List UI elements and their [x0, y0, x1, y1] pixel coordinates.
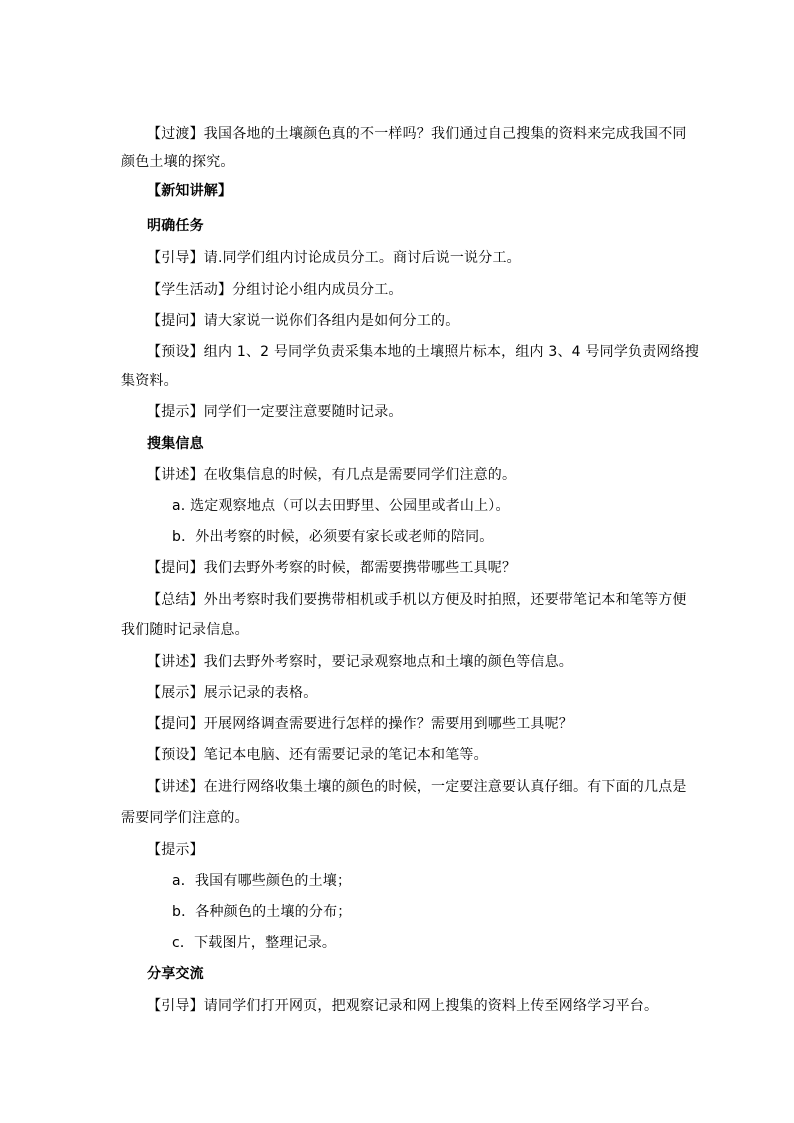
paragraph-question-tools: 【提问】我们去野外考察的时候，都需要携带哪些工具呢？ — [147, 560, 517, 576]
section-heading-new-knowledge: 【新知讲解】 — [147, 183, 233, 199]
list-item-tip-c: c．下载图片，整理记录。 — [172, 935, 337, 951]
paragraph-tip-heading: 【提示】 — [147, 842, 204, 858]
subheading-collect-info: 搜集信息 — [147, 436, 204, 452]
subheading-share: 分享交流 — [147, 966, 204, 982]
list-item-tip-b: b．各种颜色的土壤的分布； — [172, 904, 352, 920]
paragraph-question-network: 【提问】开展网络调查需要进行怎样的操作？需要用到哪些工具呢？ — [147, 716, 573, 732]
list-item-b: b．外出考察的时候，必须要有家长或老师的陪同。 — [172, 529, 494, 545]
list-item-a: a. 选定观察地点（可以去田野里、公园里或者山上）。 — [172, 498, 510, 514]
paragraph-summary-cont: 我们随时记录信息。 — [121, 622, 249, 638]
paragraph-transition: 【过渡】我国各地的土壤颜色真的不一样吗？我们通过自己搜集的资料来完成我国不同 — [147, 126, 687, 142]
paragraph-student-activity: 【学生活动】分组讨论小组内成员分工。 — [147, 282, 403, 298]
paragraph-guide: 【引导】请.同学们组内讨论成员分工。商讨后说一说分工。 — [147, 250, 521, 266]
paragraph-transition-cont: 颜色土壤的探究。 — [121, 154, 235, 170]
paragraph-narrate: 【讲述】在收集信息的时候，有几点是需要同学们注意的。 — [147, 467, 517, 483]
paragraph-narrate-network: 【讲述】在进行网络收集土壤的颜色的时候，一定要注意要认真仔细。有下面的几点是 — [147, 779, 687, 795]
paragraph-narrate-network-cont: 需要同学们注意的。 — [121, 810, 249, 826]
paragraph-preset: 【预设】组内 1、2 号同学负责采集本地的土壤照片标本，组内 3、4 号同学负责网络搜 — [147, 344, 700, 360]
paragraph-show: 【展示】展示记录的表格。 — [147, 685, 318, 701]
paragraph-tip: 【提示】同学们一定要注意要随时记录。 — [147, 404, 403, 420]
paragraph-question: 【提问】请大家说一说你们各组内是如何分工的。 — [147, 313, 460, 329]
subheading-clarify-task: 明确任务 — [147, 218, 204, 234]
paragraph-summary: 【总结】外出考察时我们要携带相机或手机以方便及时拍照，还要带笔记本和笔等方便 — [147, 592, 687, 608]
list-item-tip-a: a．我国有哪些颜色的土壤； — [172, 873, 352, 889]
paragraph-preset-tools: 【预设】笔记本电脑、还有需要记录的笔记本和笔等。 — [147, 747, 488, 763]
paragraph-narrate-record: 【讲述】我们去野外考察时，要记录观察地点和土壤的颜色等信息。 — [147, 654, 573, 670]
paragraph-guide-upload: 【引导】请同学们打开网页，把观察记录和网上搜集的资料上传至网络学习平台。 — [147, 998, 659, 1014]
paragraph-preset-cont: 集资料。 — [121, 373, 178, 389]
